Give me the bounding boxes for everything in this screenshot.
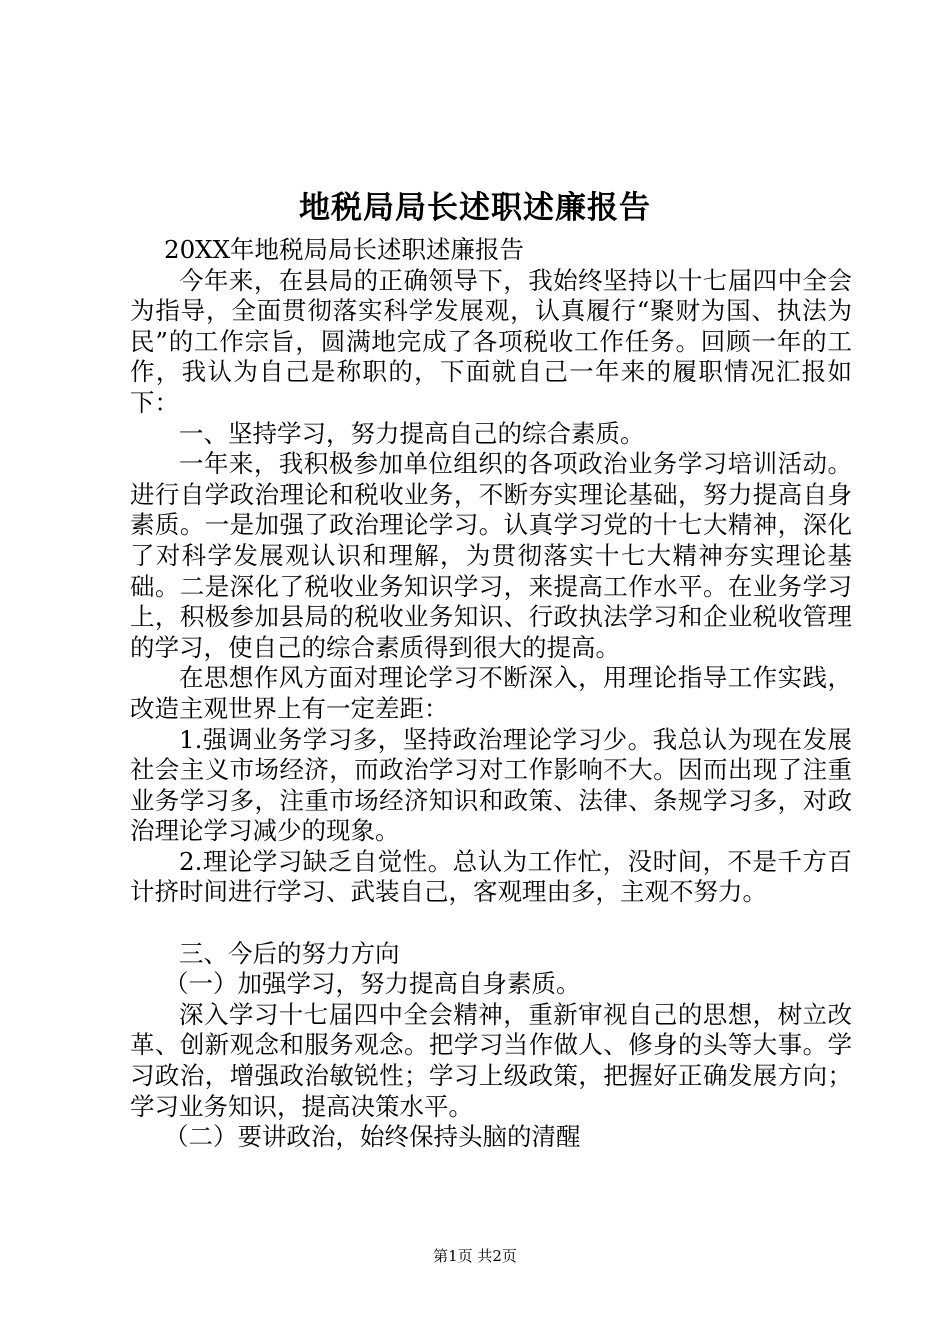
blank-line (130, 908, 852, 939)
document-body (130, 235, 852, 1153)
paragraph-gap: 在思想作风方面对理论学习不断深入，用理论指导工作实践，改造主观世界上有一定差距： (130, 663, 852, 723)
section-heading-3: 三、今后的努力方向 (179, 938, 400, 968)
subsection-heading-1: （一）加强学习，努力提高自身素质。 (164, 969, 581, 999)
list-item-2: 2.理论学习缺乏自觉性。总认为工作忙，没时间，不是千方百计挤时间进行学习、武装自己，客观理由多，主观不努力。 (130, 846, 852, 907)
subsection-heading-2: （二）要讲政治，始终保持头脑的清醒 (164, 1122, 581, 1152)
paragraph-direction: 深入学习十七届四中全会精神，重新审视自己的思想，树立改革、创新观念和服务观念。把学习当作做人、修身的头等大事。学习政治，增强政治敏锐性；学习上级政策，把握好正确发展方向；学习业务知识，提高决策水平。 (130, 999, 852, 1121)
paragraph-subtitle: 20XX年地税局局长述职述廉报告 (164, 235, 525, 264)
paragraph-study: 一年来，我积极参加单位组织的各项政治业务学习培训活动。进行自学政治理论和税收业务，不断夯实理论基础，努力提高自身素质。一是加强了政治理论学习。认真学习党的十七大精神，深化了对科学发展观认识和理解，为贯彻落实十七大精神夯实理论基础。二是深化了税收业务知识学习，来提高工作水平。在业务学习上，积极参加县局的税收业务知识、行政执法学习和企业税收管理的学习，使自己的综合素质得到很大的提高。 (130, 449, 852, 662)
section-heading-1: 一、坚持学习，努力提高自己的综合素质。 (179, 418, 645, 448)
document-title: 地税局局长述职述廉报告 (299, 190, 651, 226)
list-item-1: 1.强调业务学习多，坚持政治理论学习少。我总认为现在发展社会主义市场经济，而政治学习对工作影响不大。因而出现了注重业务学习多，注重市场经济知识和政策、法律、条规学习多，对政治理论学习减少的现象。 (130, 724, 852, 846)
page-footer: 第1页 共2页 (433, 1247, 517, 1265)
paragraph-intro: 今年来，在县局的正确领导下，我始终坚持以十七届四中全会为指导，全面贯彻落实科学发展观，认真履行“聚财为国、执法为民”的工作宗旨，圆满地完成了各项税收工作任务。回顾一年的工作，我认为自己是称职的，下面就自己一年来的履职情况汇报如下： (130, 265, 852, 417)
